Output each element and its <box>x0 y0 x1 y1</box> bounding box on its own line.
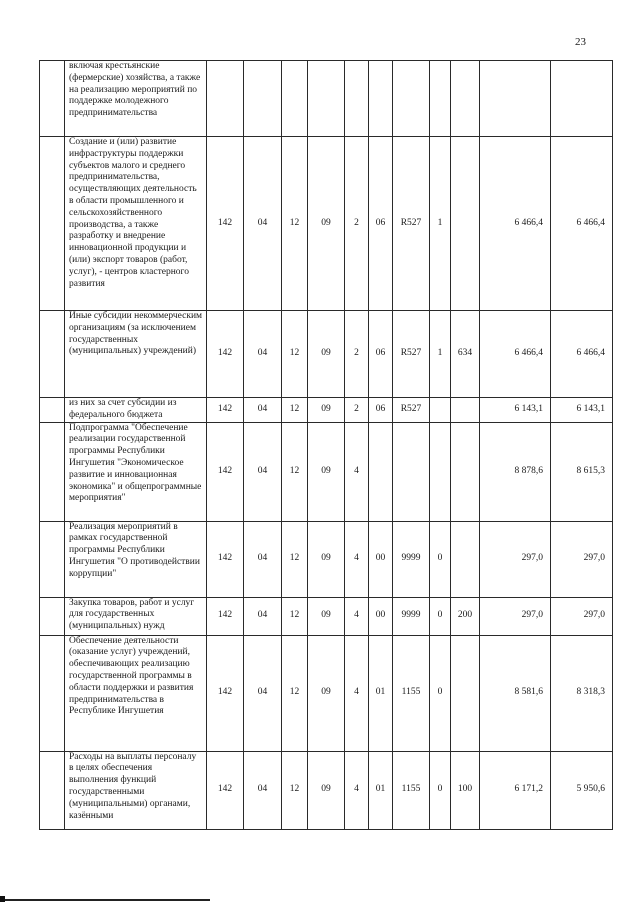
row-name-cell: Расходы на выплаты персоналу в целях обеспечения выполнения функций государственными (муниципальными) органами, казёнными <box>65 751 207 829</box>
row-name-cell: Обеспечение деятельности (оказание услуг) учреждений, обеспечивающих реализацию государственной программы в области поддержки и развития предпринимательства в Республике Ингушетия <box>65 635 207 751</box>
subsection-code-cell <box>282 61 308 137</box>
direction-code-cell: 1155 <box>393 751 430 829</box>
footer-rule <box>0 899 210 901</box>
table-row <box>40 751 613 829</box>
direction-code-cell <box>393 422 430 521</box>
source-code-cell: 0 <box>430 521 451 597</box>
amount-planned-cell: 8 878,6 <box>480 422 551 521</box>
subprogram-code-cell: 4 <box>345 521 369 597</box>
expense-type-code-cell <box>451 398 480 423</box>
event-code-cell: 00 <box>369 597 393 635</box>
program-code-cell: 09 <box>308 137 345 311</box>
direction-code-cell: R527 <box>393 311 430 398</box>
budget-table <box>39 60 613 830</box>
section-code-cell: 04 <box>244 751 282 829</box>
expense-type-code-cell: 200 <box>451 597 480 635</box>
expense-type-code-cell <box>451 521 480 597</box>
amount-actual-cell: 297,0 <box>551 521 613 597</box>
event-code-cell <box>369 422 393 521</box>
expense-type-code-cell <box>451 61 480 137</box>
section-code-cell: 04 <box>244 311 282 398</box>
expense-type-code-cell: 100 <box>451 751 480 829</box>
subsection-code-cell: 12 <box>282 398 308 423</box>
expense-type-code-cell: 634 <box>451 311 480 398</box>
section-code-cell: 04 <box>244 521 282 597</box>
direction-code-cell: 1155 <box>393 635 430 751</box>
direction-code-cell: R527 <box>393 137 430 311</box>
direction-code-cell: 9999 <box>393 521 430 597</box>
event-code-cell: 01 <box>369 751 393 829</box>
subprogram-code-cell: 4 <box>345 751 369 829</box>
row-index-cell <box>40 61 65 137</box>
subprogram-code-cell: 4 <box>345 422 369 521</box>
program-code-cell: 09 <box>308 635 345 751</box>
source-code-cell <box>430 398 451 423</box>
event-code-cell: 06 <box>369 311 393 398</box>
source-code-cell: 1 <box>430 137 451 311</box>
amount-planned-cell <box>480 61 551 137</box>
source-code-cell <box>430 422 451 521</box>
program-code-cell: 09 <box>308 521 345 597</box>
section-code-cell: 04 <box>244 597 282 635</box>
section-code-cell <box>244 61 282 137</box>
direction-code-cell: 9999 <box>393 597 430 635</box>
subsection-code-cell: 12 <box>282 422 308 521</box>
ministry-code-cell <box>207 61 244 137</box>
event-code-cell: 00 <box>369 521 393 597</box>
section-code-cell: 04 <box>244 422 282 521</box>
row-index-cell <box>40 635 65 751</box>
event-code-cell: 01 <box>369 635 393 751</box>
expense-type-code-cell <box>451 422 480 521</box>
subsection-code-cell: 12 <box>282 311 308 398</box>
direction-code-cell: R527 <box>393 398 430 423</box>
table-row <box>40 137 613 311</box>
subsection-code-cell: 12 <box>282 635 308 751</box>
row-name-cell: Подпрограмма "Обеспечение реализации государственной программы Республики Ингушетия "Экономическое развитие и инновационная экономика" и общепрограммные мероприятия" <box>65 422 207 521</box>
amount-planned-cell: 6 143,1 <box>480 398 551 423</box>
event-code-cell: 06 <box>369 398 393 423</box>
row-name-cell: Иные субсидии некоммерческим организациям (за исключением государственных (муниципальных) учреждений) <box>65 311 207 398</box>
table-row <box>40 398 613 423</box>
source-code-cell <box>430 61 451 137</box>
ministry-code-cell: 142 <box>207 635 244 751</box>
event-code-cell <box>369 61 393 137</box>
amount-actual-cell: 6 466,4 <box>551 311 613 398</box>
subsection-code-cell: 12 <box>282 751 308 829</box>
row-index-cell <box>40 521 65 597</box>
amount-actual-cell <box>551 61 613 137</box>
table-row <box>40 597 613 635</box>
source-code-cell: 1 <box>430 311 451 398</box>
table-row <box>40 521 613 597</box>
source-code-cell: 0 <box>430 751 451 829</box>
subprogram-code-cell: 2 <box>345 311 369 398</box>
row-name-cell: из них за счет субсидии из федерального бюджета <box>65 398 207 423</box>
row-name-cell: Закупка товаров, работ и услуг для государственных (муниципальных) нужд <box>65 597 207 635</box>
amount-actual-cell: 8 615,3 <box>551 422 613 521</box>
amount-actual-cell: 6 143,1 <box>551 398 613 423</box>
page-number: 23 <box>575 36 586 48</box>
table-row <box>40 422 613 521</box>
subsection-code-cell: 12 <box>282 137 308 311</box>
section-code-cell: 04 <box>244 635 282 751</box>
event-code-cell: 06 <box>369 137 393 311</box>
row-index-cell <box>40 311 65 398</box>
amount-actual-cell: 297,0 <box>551 597 613 635</box>
amount-actual-cell: 6 466,4 <box>551 137 613 311</box>
row-index-cell <box>40 597 65 635</box>
amount-planned-cell: 297,0 <box>480 521 551 597</box>
program-code-cell <box>308 61 345 137</box>
expense-type-code-cell <box>451 137 480 311</box>
amount-planned-cell: 6 466,4 <box>480 311 551 398</box>
table-row <box>40 61 613 137</box>
ministry-code-cell: 142 <box>207 422 244 521</box>
program-code-cell: 09 <box>308 597 345 635</box>
section-code-cell: 04 <box>244 137 282 311</box>
row-index-cell <box>40 751 65 829</box>
amount-planned-cell: 6 466,4 <box>480 137 551 311</box>
amount-planned-cell: 6 171,2 <box>480 751 551 829</box>
amount-planned-cell: 297,0 <box>480 597 551 635</box>
ministry-code-cell: 142 <box>207 137 244 311</box>
subprogram-code-cell: 4 <box>345 635 369 751</box>
amount-planned-cell: 8 581,6 <box>480 635 551 751</box>
subprogram-code-cell: 4 <box>345 597 369 635</box>
row-index-cell <box>40 398 65 423</box>
table-row <box>40 311 613 398</box>
ministry-code-cell: 142 <box>207 597 244 635</box>
program-code-cell: 09 <box>308 311 345 398</box>
source-code-cell: 0 <box>430 635 451 751</box>
program-code-cell: 09 <box>308 422 345 521</box>
amount-actual-cell: 8 318,3 <box>551 635 613 751</box>
expense-type-code-cell <box>451 635 480 751</box>
subsection-code-cell: 12 <box>282 521 308 597</box>
ministry-code-cell: 142 <box>207 398 244 423</box>
amount-actual-cell: 5 950,6 <box>551 751 613 829</box>
subprogram-code-cell <box>345 61 369 137</box>
ministry-code-cell: 142 <box>207 751 244 829</box>
section-code-cell: 04 <box>244 398 282 423</box>
ministry-code-cell: 142 <box>207 521 244 597</box>
source-code-cell: 0 <box>430 597 451 635</box>
subprogram-code-cell: 2 <box>345 398 369 423</box>
row-name-cell: Реализация мероприятий в рамках государственной программы Республики Ингушетия "О противодействии коррупции" <box>65 521 207 597</box>
program-code-cell: 09 <box>308 751 345 829</box>
row-name-cell: включая крестьянские (фермерские) хозяйства, а также на реализацию мероприятий по поддержке молодежного предпринимательства <box>65 61 207 137</box>
row-name-cell: Создание и (или) развитие инфраструктуры поддержки субъектов малого и среднего предпринимательства, осуществляющих деятельность в области промышленного и сельскохозяйственного производства, а также разработку и внедрение инновационной продукции и (или) экспорт товаров (работ, услуг), - центров кластерного развития <box>65 137 207 311</box>
subsection-code-cell: 12 <box>282 597 308 635</box>
row-index-cell <box>40 422 65 521</box>
table-row <box>40 635 613 751</box>
direction-code-cell <box>393 61 430 137</box>
row-index-cell <box>40 137 65 311</box>
ministry-code-cell: 142 <box>207 311 244 398</box>
subprogram-code-cell: 2 <box>345 137 369 311</box>
program-code-cell: 09 <box>308 398 345 423</box>
